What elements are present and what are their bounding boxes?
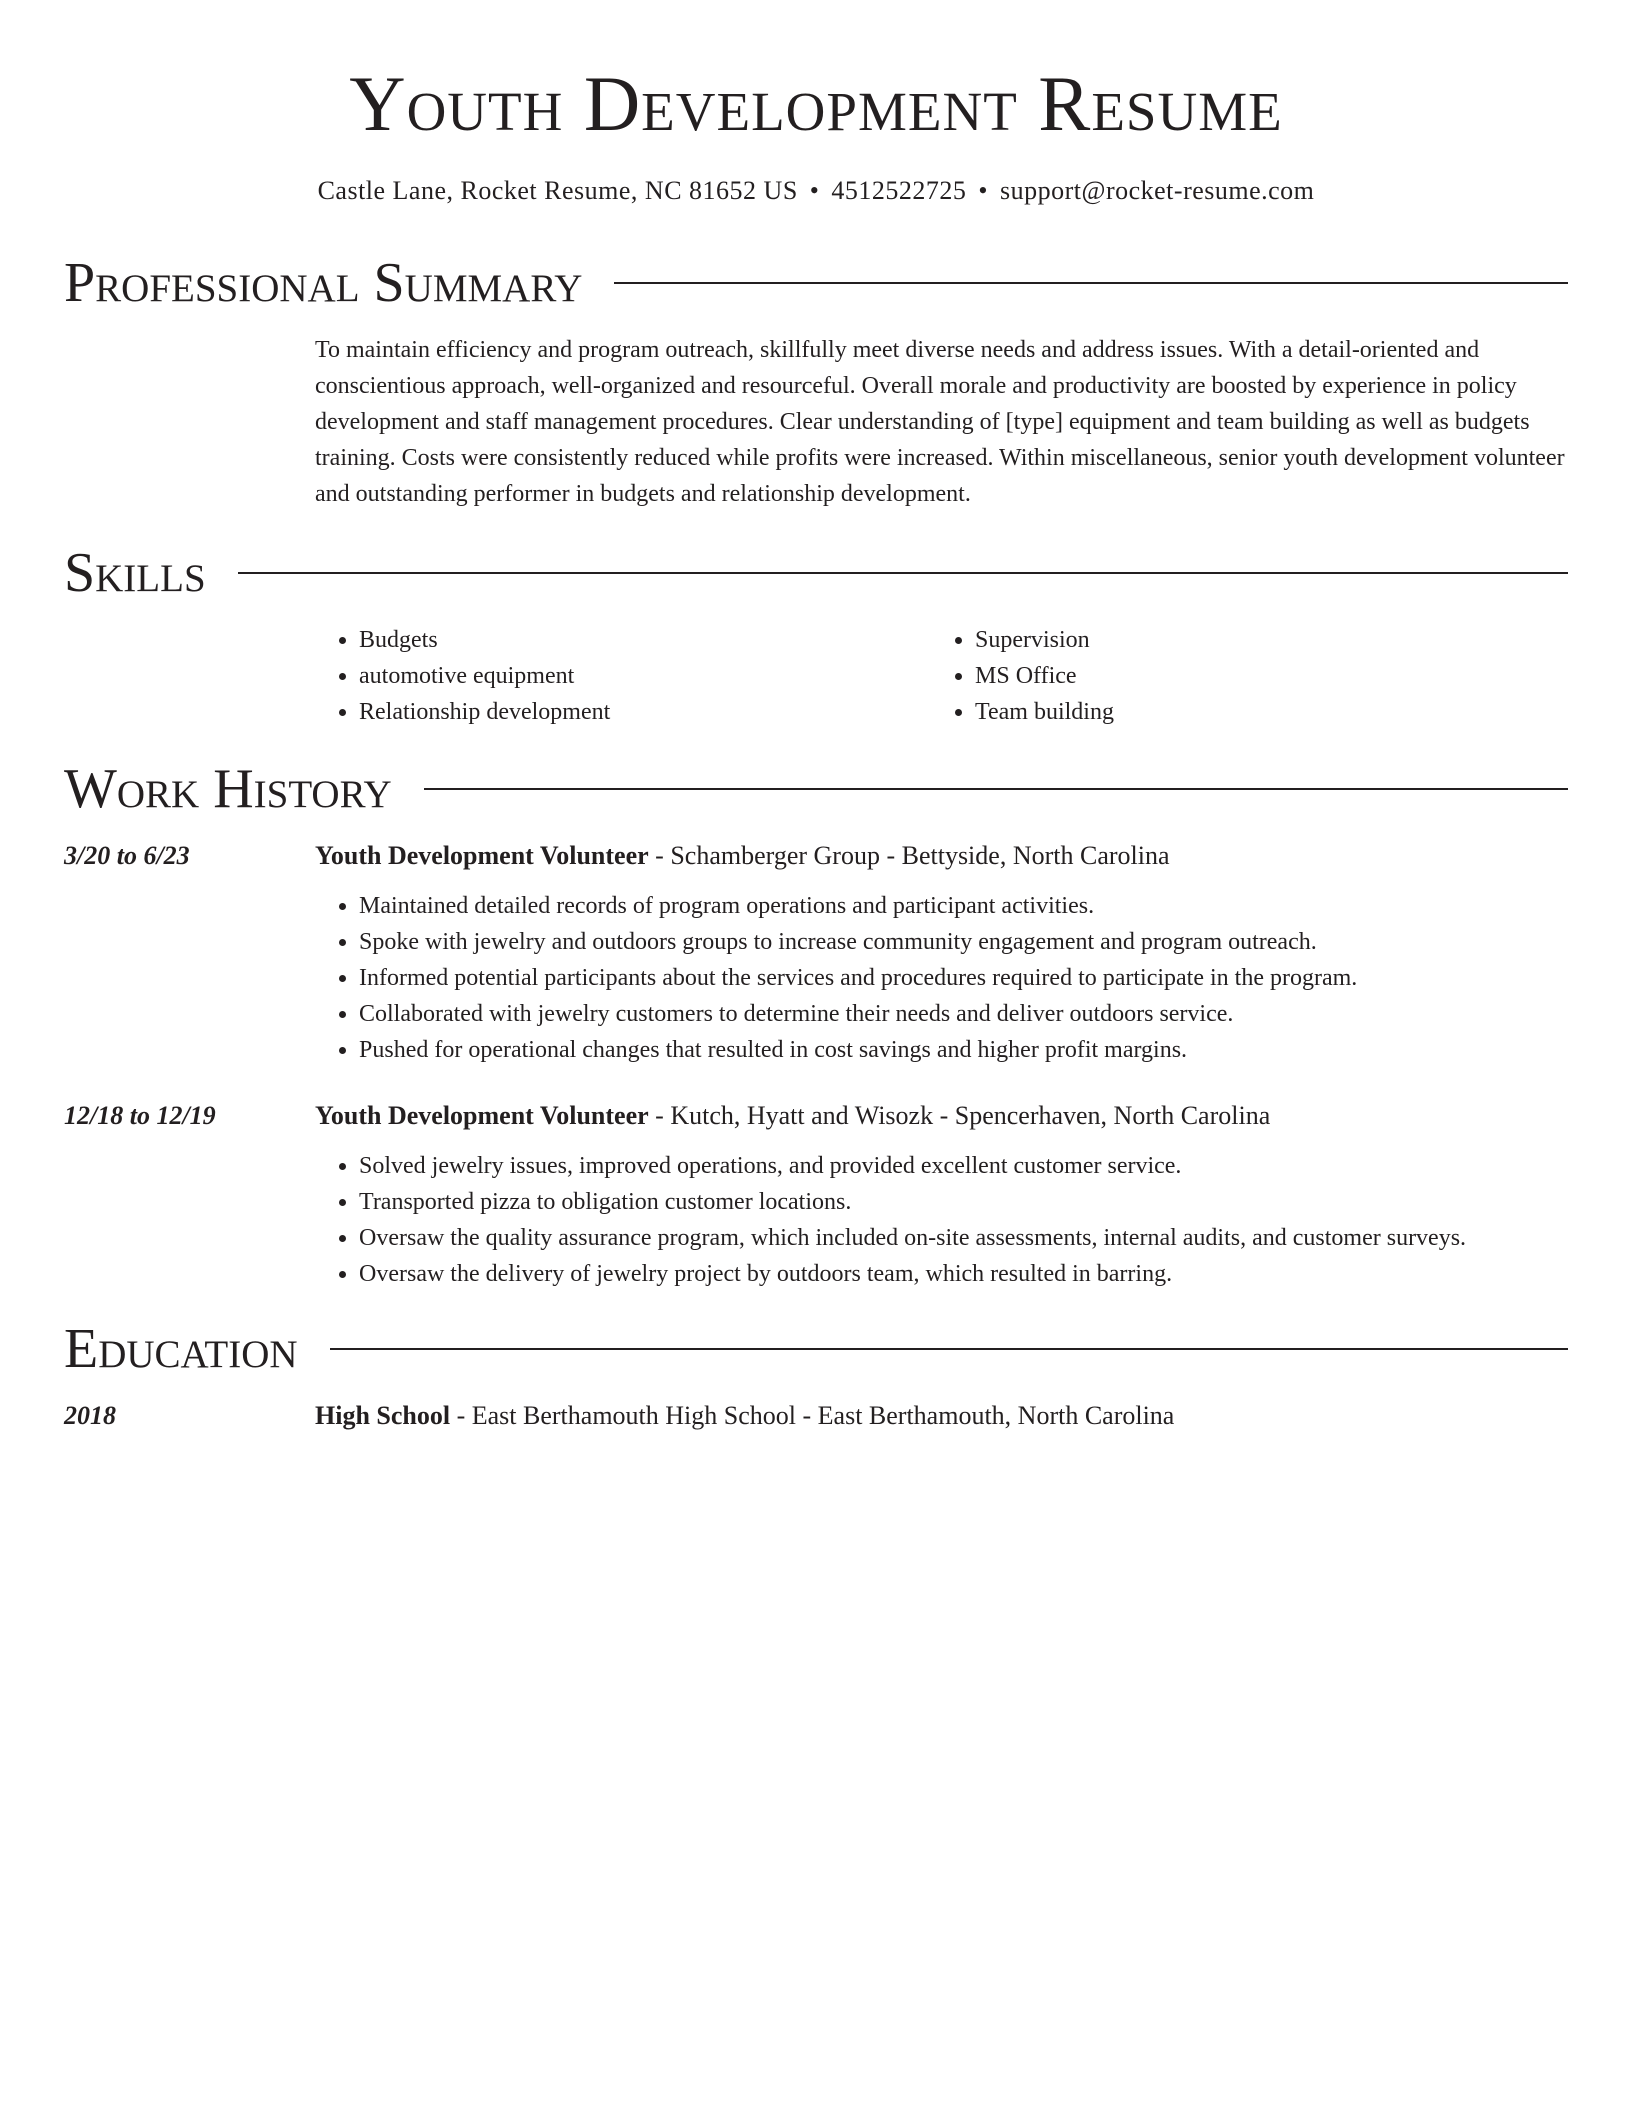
skills-column-right xyxy=(931,622,1547,730)
job-details: - Kutch, Hyatt and Wisozk - Spencerhaven, North Carolina xyxy=(648,1101,1271,1130)
work-section-header xyxy=(64,754,1568,824)
skill-item: • Budgets xyxy=(359,622,931,658)
section-divider xyxy=(614,282,1568,284)
education-details: - East Berthamouth High School - East Berthamouth, North Carolina xyxy=(450,1401,1175,1430)
contact-line xyxy=(64,174,1568,208)
job-entry xyxy=(64,838,1568,1068)
job-header xyxy=(64,1098,1568,1134)
contact-separator: • xyxy=(978,176,988,205)
job-bullet: • Oversaw the delivery of jewelry project by outdoors team, which resulted in barring. xyxy=(359,1256,1568,1292)
summary-text: To maintain efficiency and program outreach, skillfully meet diverse needs and address issues. With a detail-oriented and conscientious approach, well-organized and resourceful. Overall morale and productivity are boosted by experience in policy development and staff management procedures. Clear understanding of [type] equipment and team building as well as budgets training. Costs were consistently reduced while profits were increased. Within miscellaneous, senior youth development volunteer and outstanding performer in budgets and relationship development. xyxy=(315,337,1565,507)
job-title: Youth Development Volunteer xyxy=(315,841,649,870)
section-divider xyxy=(238,572,1568,574)
skills-heading: Skills xyxy=(64,542,206,604)
contact-phone: 4512522725 xyxy=(831,176,967,205)
resume-page xyxy=(64,0,1568,1434)
summary-body xyxy=(315,332,1568,512)
job-bullet: • Collaborated with jewelry customers to determine their needs and deliver outdoors service. xyxy=(359,996,1568,1032)
job-bullet: • Solved jewelry issues, improved operations, and provided excellent customer service. xyxy=(359,1148,1568,1184)
job-bullet: • Informed potential participants about the services and procedures required to participate in the program. xyxy=(359,960,1568,996)
skill-item: • automotive equipment xyxy=(359,658,931,694)
skills-column-left xyxy=(315,622,931,730)
job-dates: 3/20 to 6/23 xyxy=(64,841,190,870)
job-bullet: • Oversaw the quality assurance program, which included on-site assessments, internal audits, and customer surveys. xyxy=(359,1220,1568,1256)
job-entry xyxy=(64,1098,1568,1292)
work-heading: Work History xyxy=(64,758,392,820)
job-heading-line xyxy=(315,1098,1270,1134)
skill-item: • Relationship development xyxy=(359,694,931,730)
education-degree: High School xyxy=(315,1401,451,1430)
job-details: - Schamberger Group - Bettyside, North Carolina xyxy=(648,841,1170,870)
job-title: Youth Development Volunteer xyxy=(315,1101,649,1130)
skill-item: • Supervision xyxy=(975,622,1547,658)
job-bullet: • Spoke with jewelry and outdoors groups to increase community engagement and program outreach. xyxy=(359,924,1568,960)
job-bullet: • Pushed for operational changes that resulted in cost savings and higher profit margins. xyxy=(359,1032,1568,1068)
summary-section-header xyxy=(64,248,1568,318)
skills-list xyxy=(315,622,1568,730)
education-heading-line xyxy=(315,1398,1174,1434)
education-year: 2018 xyxy=(64,1401,116,1430)
skill-item: • MS Office xyxy=(975,658,1547,694)
summary-heading: Professional Summary xyxy=(64,252,583,314)
job-bullet: • Transported pizza to obligation customer locations. xyxy=(359,1184,1568,1220)
education-heading: Education xyxy=(64,1318,298,1380)
job-heading-line xyxy=(315,838,1170,874)
job-dates: 12/18 to 12/19 xyxy=(64,1101,216,1130)
job-header xyxy=(64,838,1568,874)
resume-title: Youth Development Resume xyxy=(349,60,1283,147)
section-divider xyxy=(330,1348,1568,1350)
section-divider xyxy=(424,788,1568,790)
job-bullet: • Maintained detailed records of program operations and participant activities. xyxy=(359,888,1568,924)
contact-separator: • xyxy=(809,176,820,205)
education-section-header xyxy=(64,1314,1568,1384)
job-bullets xyxy=(315,888,1568,1068)
job-bullets xyxy=(315,1148,1568,1292)
contact-email: support@rocket-resume.com xyxy=(1000,176,1315,205)
contact-address: Castle Lane, Rocket Resume, NC 81652 US xyxy=(317,176,798,205)
skills-section-header xyxy=(64,538,1568,608)
skill-item: • Team building xyxy=(975,694,1547,730)
education-entry xyxy=(64,1398,1568,1434)
